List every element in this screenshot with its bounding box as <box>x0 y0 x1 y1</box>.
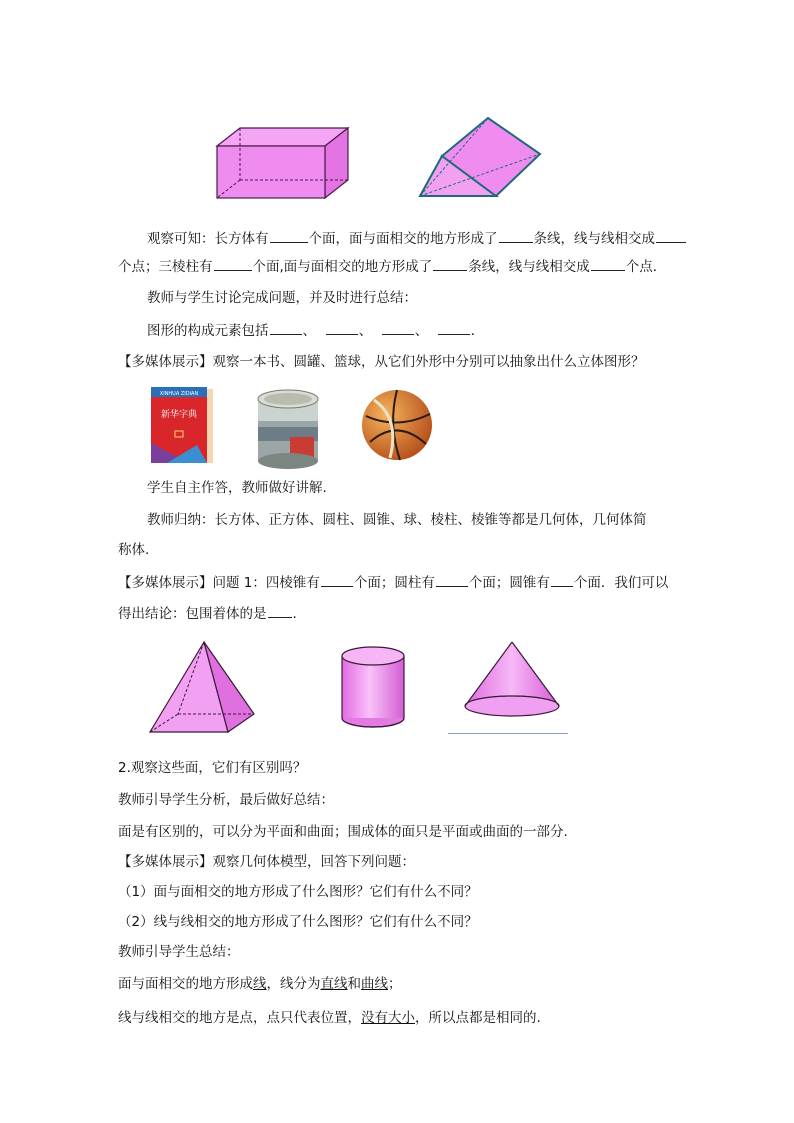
cuboid-figure <box>212 124 354 202</box>
square-pyramid-figure <box>146 640 258 736</box>
text-line-13: 面是有区别的，可以分为平面和曲面；围成体的面只是平面或曲面的一部分. <box>118 824 568 840</box>
text-line-7: 教师归纳：长方体、正方体、圆柱、圆锥、球、棱柱、棱锥等都是几何体，几何体简 <box>147 512 647 528</box>
book-title: 新华字典 <box>160 410 198 420</box>
text-line-17: 教师引导学生总结： <box>118 944 240 960</box>
canister-image <box>254 387 322 471</box>
cone-underline <box>448 733 568 734</box>
text-line-14: 【多媒体展示】观察几何体模型，回答下列问题： <box>118 854 415 870</box>
cone-figure <box>462 640 562 724</box>
text-line-18: 面与面相交的地方形成线，线分为直线和曲线； <box>118 976 402 992</box>
text-line-15: （1）面与面相交的地方形成了什么图形？它们有什么不同？ <box>118 884 478 900</box>
text-line-8: 称体. <box>118 542 150 558</box>
text-line-12: 教师引导学生分析，最后做好总结： <box>118 792 334 808</box>
dictionary-book-image <box>149 385 214 467</box>
text-line-9: 【多媒体展示】问题 1：四棱锥有 个面；圆柱有 个面；圆锥有 个面．我们可以 <box>118 572 668 593</box>
text-line-2: 个点；三棱柱有 个面,面与面相交的地方形成了 条线，线与线相交成 个点． <box>118 256 666 277</box>
text-line-5: 【多媒体展示】观察一本书、圆罐、篮球，从它们外形中分别可以抽象出什么立体图形？ <box>118 354 645 370</box>
text-line-16: （2）线与线相交的地方形成了什么图形？它们有什么不同？ <box>118 914 478 930</box>
triangular-prism-figure <box>418 114 544 202</box>
text-line-11: 2.观察这些面，它们有区别吗？ <box>118 760 307 776</box>
text-line-1: 观察可知：长方体有 个面，面与面相交的地方形成了 条线，线与线相交成 <box>147 228 687 249</box>
text-line-6: 学生自主作答，教师做好讲解. <box>147 480 327 496</box>
text-line-19: 线与线相交的地方是点，点只代表位置，没有大小，所以点都是相同的. <box>118 1010 541 1026</box>
cylinder-figure <box>339 646 407 730</box>
basketball-image <box>360 388 434 462</box>
text-line-3: 教师与学生讨论完成问题，并及时进行总结： <box>147 290 417 306</box>
text-line-4: 图形的构成元素包括 、 、 、 ． <box>147 320 484 341</box>
text-line-10: 得出结论：包围着体的是 . <box>118 603 297 624</box>
book-title-top: XINHUA ZIDIAN <box>159 391 199 397</box>
